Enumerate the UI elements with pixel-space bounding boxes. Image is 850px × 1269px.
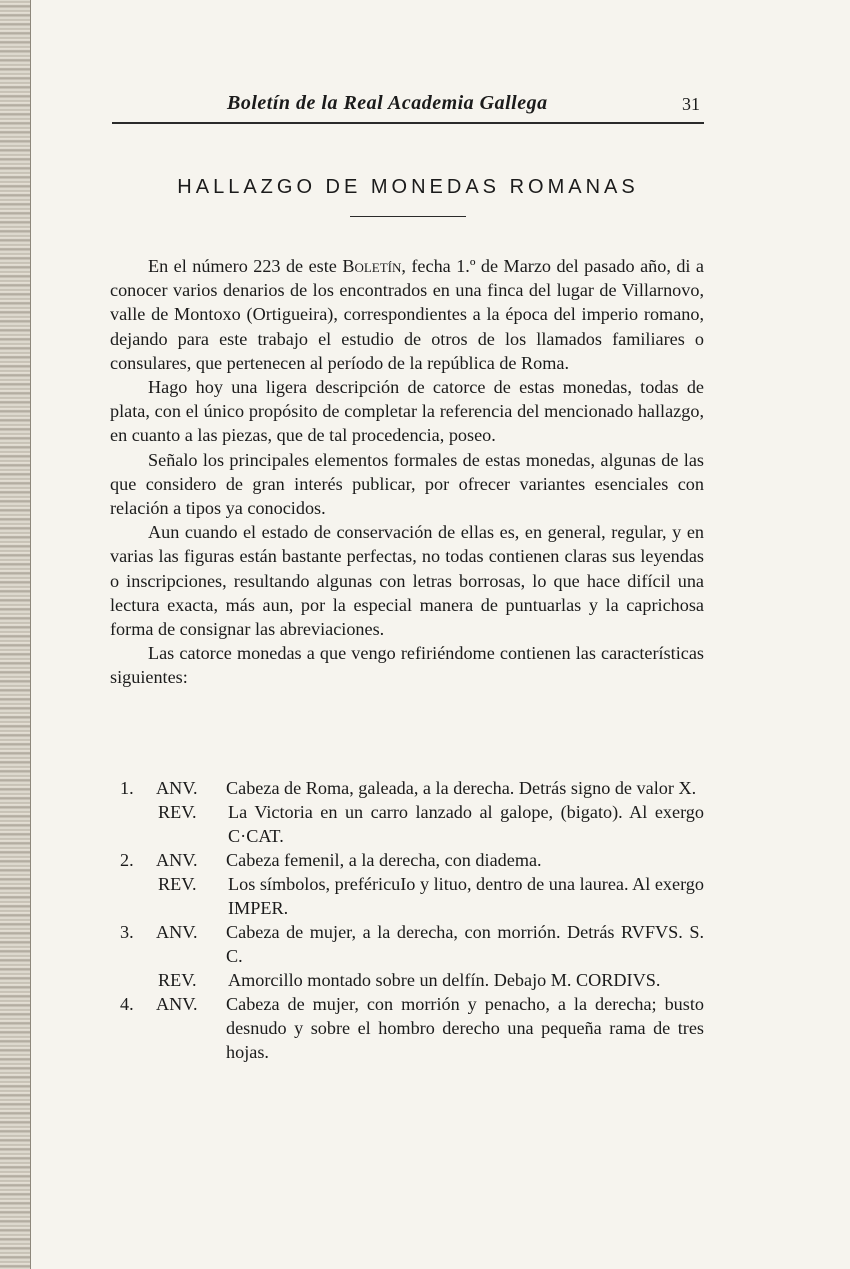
book-spine-edge: [0, 0, 31, 1269]
coin-entry: [110, 776, 704, 848]
coin-number: 3.: [120, 922, 134, 942]
obverse: ANV. Cabeza de mujer, a la derecha, con morrión. Detrás RVFVS. S. C.: [156, 922, 704, 966]
obverse: ANV. Cabeza femenil, a la derecha, con diadema.: [156, 850, 542, 870]
paragraph-3: Señalo los principales elementos formales de estas monedas, algunas de las que considero de gran interés publicar, por ofrecer variantes esenciales con relación a tipos ya conocidos.: [110, 449, 704, 519]
reverse: REV. Amorcillo montado sobre un delfín. Debajo M. CORDIVS.: [158, 970, 661, 990]
coin-entry: [110, 992, 704, 1064]
page-header: [112, 88, 704, 124]
article-title: HALLAZGO DE MONEDAS ROMANAS: [177, 176, 639, 198]
article-body: [110, 254, 704, 690]
boletin-smallcaps: Boletín: [342, 256, 402, 276]
paragraph-5: Las catorce monedas a que vengo refiriéndome contienen las características siguientes:: [110, 643, 704, 688]
coin-entry: [110, 920, 704, 992]
paragraph-4: Aun cuando el estado de conservación de ellas es, en general, regular, y en varias las figuras están bastante perfectas, no todas contienen claras sus leyendas o inscripciones, resultando algunas con letras borrosas, lo que hace difícil una lectura exacta, más aun, por la especial manera de puntuarlas y la caprichosa forma de consignar las abreviaciones.: [110, 522, 704, 640]
coin-list: [110, 776, 704, 1064]
coin-number: 1.: [120, 778, 134, 798]
coin-number: 4.: [120, 994, 134, 1014]
reverse: REV. La Victoria en un carro lanzado al galope, (bigato). Al exergo C·CAT.: [158, 802, 704, 846]
paragraph-2: Hago hoy una ligera descripción de catorce de estas monedas, todas de plata, con el único propósito de completar la referencia del mencionado hallazgo, en cuanto a las piezas, que de tal procedencia, poseo.: [110, 377, 704, 446]
coin-number: 2.: [120, 850, 134, 870]
obverse: ANV. Cabeza de mujer, con morrión y penacho, a la derecha; busto desnudo y sobre el hombro derecho una pequeña rama de tres hojas.: [156, 994, 704, 1062]
running-title: Boletín de la Real Academia Gallega: [227, 92, 548, 114]
title-divider: [350, 216, 466, 217]
obverse: ANV. Cabeza de Roma, galeada, a la derecha. Detrás signo de valor X.: [156, 778, 697, 798]
reverse: REV. Los símbolos, preféricuIo y lituo, dentro de una laurea. Al exergo IMPER.: [158, 874, 704, 918]
paragraph-1: En el número 223 de este Boletín, fecha 1.º de Marzo del pasado año, di a conocer varios denarios de los encontrados en una finca del lugar de Villarnovo, valle de Montoxo (Ortigueira), correspondientes a la época del imperio romano, dejando para este trabajo el estudio de otros de los llamados familiares o consulares, que pertenecen al período de la república de Roma.: [110, 256, 704, 373]
coin-entry: [110, 848, 704, 920]
page-number: 31: [682, 94, 700, 114]
